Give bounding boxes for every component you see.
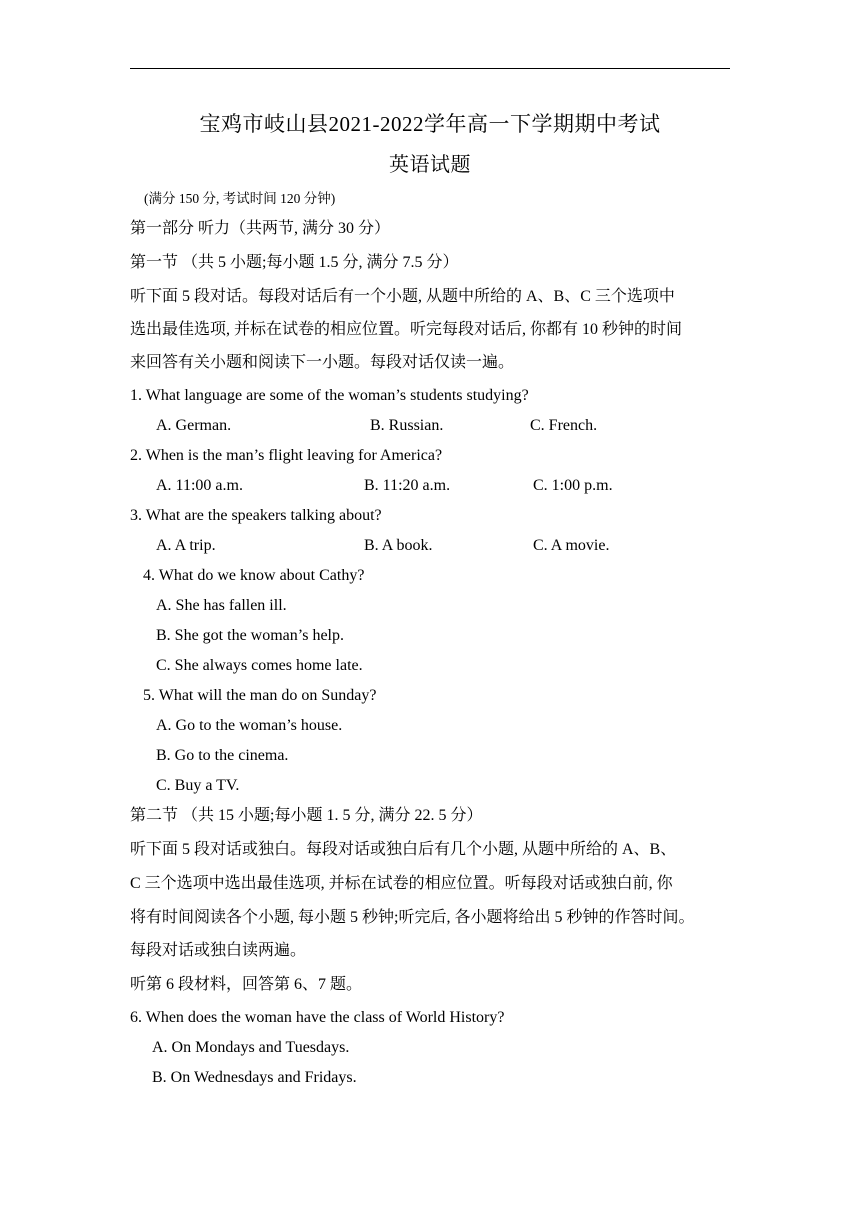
question-option: B. She got the woman’s help. [156, 627, 344, 644]
top-rule [130, 68, 730, 69]
question-stem: 5. What will the man do on Sunday? [143, 687, 377, 704]
question-option: C. Buy a TV. [156, 777, 240, 794]
question-option: A. A trip. [156, 537, 216, 554]
question-option: C. She always comes home late. [156, 657, 363, 674]
question-option: C. 1:00 p.m. [533, 477, 613, 494]
question-option: A. Go to the woman’s house. [156, 717, 343, 734]
section1-instruction-line: 听下面 5 段对话。每段对话后有一个小题, 从题中所给的 A、B、C 三个选项中 [130, 288, 675, 305]
question-stem: 1. What language are some of the woman’s students studying? [130, 387, 529, 404]
question-option: B. A book. [364, 537, 433, 554]
exam-subtitle: 英语试题 [389, 154, 471, 176]
question-option: B. Go to the cinema. [156, 747, 289, 764]
question-stem: 4. What do we know about Cathy? [143, 567, 365, 584]
question-stem: 2. When is the man’s flight leaving for America? [130, 447, 443, 464]
question-option: C. A movie. [533, 537, 610, 554]
section1-heading: 第一节 （共 5 小题;每小题 1.5 分, 满分 7.5 分） [130, 254, 459, 271]
section1-instruction-line: 来回答有关小题和阅读下一小题。每段对话仅读一遍。 [130, 354, 515, 371]
question-option: B. Russian. [370, 417, 444, 434]
score-time-note: (满分 150 分, 考试时间 120 分钟) [144, 191, 336, 206]
question-option: B. 11:20 a.m. [364, 477, 451, 494]
material-note: 听第 6 段材料，回答第 6、7 题。 [130, 976, 363, 993]
question-option: A. 11:00 a.m. [156, 477, 243, 494]
question-option: A. On Mondays and Tuesdays. [152, 1039, 350, 1056]
question-option: A. German. [156, 417, 232, 434]
section2-instruction-line: 每段对话或独白读两遍。 [130, 942, 307, 959]
section2-heading: 第二节 （共 15 小题;每小题 1. 5 分, 满分 22. 5 分） [130, 807, 483, 824]
question-option: B. On Wednesdays and Fridays. [152, 1069, 357, 1086]
question-option: A. She has fallen ill. [156, 597, 287, 614]
section2-instruction-line: C 三个选项中选出最佳选项, 并标在试卷的相应位置。听每段对话或独白前, 你 [130, 875, 673, 892]
question-stem: 3. What are the speakers talking about? [130, 507, 382, 524]
exam-title: 宝鸡市岐山县2021-2022学年高一下学期期中考试 [199, 112, 661, 136]
section2-instruction-line: 将有时间阅读各个小题, 每小题 5 秒钟;听完后, 各小题将给出 5 秒钟的作答时间。 [130, 909, 695, 926]
part1-heading: 第一部分 听力（共两节, 满分 30 分） [130, 220, 391, 237]
question-stem: 6. When does the woman have the class of World History? [130, 1009, 505, 1026]
section1-instruction-line: 选出最佳选项, 并标在试卷的相应位置。听完每段对话后, 你都有 10 秒钟的时间 [130, 321, 683, 338]
section2-instruction-line: 听下面 5 段对话或独白。每段对话或独白后有几个小题, 从题中所给的 A、B、 [130, 841, 677, 858]
question-option: C. French. [530, 417, 598, 434]
